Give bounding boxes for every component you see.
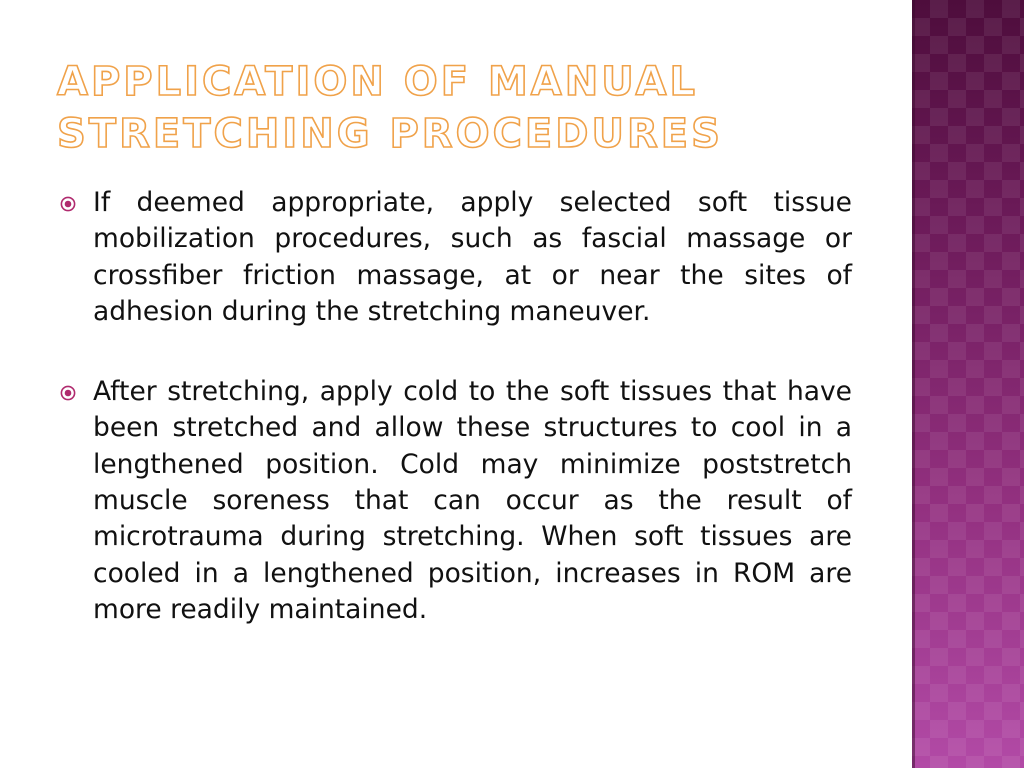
bullet-item-2 [60,374,852,628]
slide-title [57,56,877,160]
bullet-list [60,185,852,672]
title-line-2: STRETCHING PROCEDURES [57,111,723,157]
side-band-edge [912,0,915,768]
title-line-1: APPLICATION OF MANUAL [57,59,698,105]
target-bullet-icon [60,385,76,401]
bullet-text-1: If deemed appropriate, apply selected soft tissue mobilization procedures, such as fascial massage or crossfiber friction massage, at or near the sites of adhesion during the stretching maneuver. [93,187,852,327]
decorative-side-band [912,0,1024,768]
target-bullet-icon [60,196,76,212]
bullet-text-2: After stretching, apply cold to the soft tissues that have been stretched and allow these structures to cool in a lengthened position. Cold may minimize poststretch muscle soreness that can occur as the result of microtrauma during stretching. When soft tissues are cooled in a lengthened position, increases in ROM are more readily maintained. [93,376,852,625]
bullet-item-1 [60,185,852,330]
